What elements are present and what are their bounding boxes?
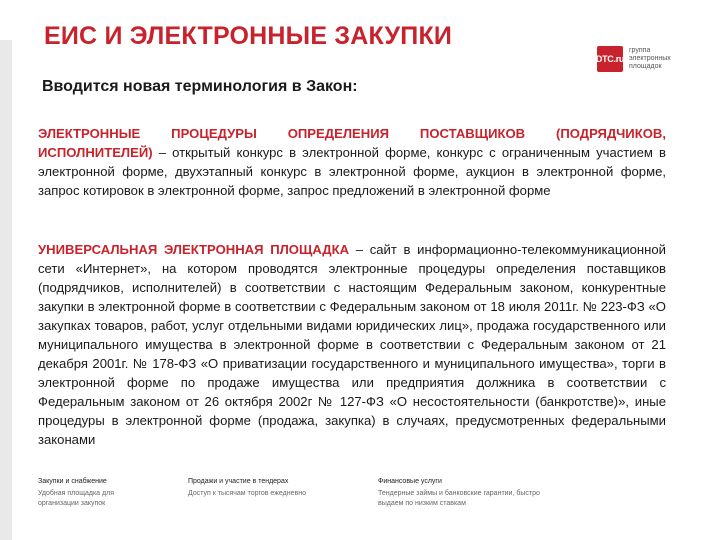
logo-line: электронных <box>629 55 671 62</box>
definition-text: – сайт в информационно-телекоммуникационной сети «Интернет», на котором проводятся электронные процедуры определения поставщиков (подрядчиков, исполнителей) в соответствии с настоящим Федеральным законом, конкурентные закупки в электронной форме в соответствии с Федеральным законом от 18 июля 2011г. № 223-ФЗ «О закупках товаров, работ, услуг отдельными видами юридических лиц», продажа государственного или муниципального имущества в электронной форме в соответствии с Федеральным законом от 21 декабря 2001г. № 178-ФЗ «О приватизации государственного и муниципального имущества», торги в электронной форме по продаже имущества или предприятия должника в соответствии с Федеральным законом от 26 октября 2002г № 127-ФЗ «О несостоятельности (банкротстве)», иные процедуры в электронной форме (продажа, закупка) в случаях, предусмотренных федеральными законами <box>38 242 666 447</box>
definition-paragraph <box>38 240 666 449</box>
footer-block <box>188 477 306 499</box>
footer-block <box>378 477 558 509</box>
logo-line: площадок <box>629 63 662 70</box>
footer-caption: Удобная площадка для организации закупок <box>38 490 114 507</box>
left-decor-bar <box>0 0 12 540</box>
footer-caption: Тендерные займы и банковские гарантии, быстро выдаем по низким ставкам <box>378 490 540 507</box>
slide-subtitle: Вводится новая терминология в Закон: <box>42 78 358 95</box>
footer-heading: Продажи и участие в тендерах <box>188 478 289 485</box>
definition-text: – открытый конкурс в электронной форме, конкурс с ограниченным участием в электронной форме, двухэтапный конкурс в электронной форме, аукцион в электронной форме, запрос котировок в электронной форме, запрос предложений в электронной форме <box>38 145 666 198</box>
footer-caption: Доступ к тысячам торгов ежедневно <box>188 490 306 497</box>
definition-term: УНИВЕРСАЛЬНАЯ ЭЛЕКТРОННАЯ ПЛОЩАДКА <box>38 242 350 257</box>
footer-heading: Закупки и снабжение <box>38 478 107 485</box>
logo-caption <box>629 47 671 71</box>
company-logo[interactable] <box>597 46 671 72</box>
definition-paragraph <box>38 124 666 200</box>
definition-term: ЭЛЕКТРОННЫЕ ПРОЦЕДУРЫ ОПРЕДЕЛЕНИЯ ПОСТАВЩИКОВ (ПОДРЯДЧИКОВ, ИСПОЛНИТЕЛЕЙ) <box>38 126 666 160</box>
left-bar-top <box>0 0 12 38</box>
footer-block <box>38 477 148 509</box>
footer-heading: Финансовые услуги <box>378 478 442 485</box>
logo-line: группа <box>629 47 651 54</box>
logo-mark: DTC.ru <box>597 46 623 72</box>
slide-title: ЕИС И ЭЛЕКТРОННЫЕ ЗАКУПКИ <box>44 22 453 50</box>
